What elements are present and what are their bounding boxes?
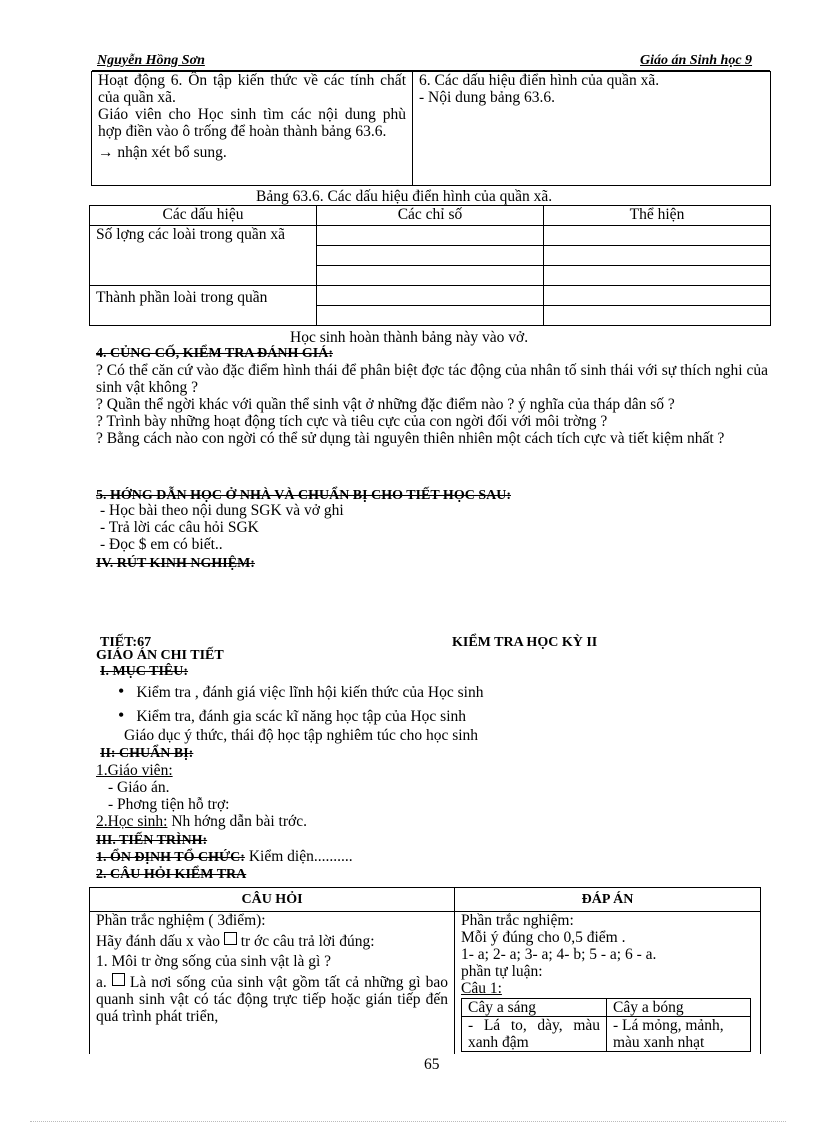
- th-sun-plant: Cây a sáng: [462, 999, 607, 1017]
- objective-extra: Giáo dục ý thức, thái độ học tập nghiêm túc cho học sinh: [124, 727, 479, 744]
- row-species-count: Số lợng các loài trong quần xã: [90, 226, 317, 286]
- quiz-title: 2. CÂU HỎI KIỂM TRA: [96, 867, 247, 882]
- objective-2-text: Kiểm tra, đánh gia scác kĩ năng học tập của Học sinh: [136, 708, 467, 725]
- q-instruction-a: Hãy đánh dấu x vào: [96, 933, 220, 950]
- header-subject: Giáo án Sinh học 9: [640, 53, 753, 68]
- a-keys: 1- a; 2- a; 3- a; 4- b; 5 - a; 6 - a.: [461, 946, 657, 963]
- question-3: ? Trình bày những hoạt động tích cực và tiêu cực của con ngời đối với môi trờng ?: [96, 413, 608, 430]
- org-text: Kiểm diện..........: [248, 848, 353, 865]
- exam-table-clip: [89, 887, 761, 1054]
- a-part: Phần trắc nghiệm:: [461, 912, 574, 929]
- question-4: ? Bằng cách nào con ngời có thể sử dụng tài nguyên thiên nhiên một cách tích cực và tiết kiệm nhất ?: [96, 430, 725, 447]
- prep-title: II: CHUẨN BỊ:: [100, 746, 194, 761]
- row-species-composition: Thành phần loài trong quần: [90, 286, 317, 326]
- page-bottom-border: [30, 1121, 786, 1122]
- process-title: III. TIẾN TRÌNH:: [96, 833, 208, 848]
- exam-questions-cell: [90, 912, 455, 1055]
- cell-empty: [317, 226, 544, 246]
- org-line: [96, 848, 353, 866]
- th-shade-plant: Cây a bóng: [607, 999, 751, 1017]
- section-5-title: 5. HỚNG DẪN HỌC Ở NHÀ VÀ CHUẨN BỊ CHO TIẾT HỌC SAU:: [96, 488, 511, 503]
- section-5-items: [100, 502, 344, 553]
- teacher-label: 1.Giáo viên:: [96, 762, 173, 779]
- cell-empty: [317, 286, 544, 306]
- section-4-title: 4. CỦNG CỐ, KIỂM TRA ĐÁNH GIÁ:: [96, 346, 333, 361]
- bullet-icon: •: [118, 705, 125, 725]
- table-63-6: [89, 205, 771, 326]
- exam-header-answers: ĐÁP ÁN: [455, 888, 761, 912]
- note: Học sinh hoàn thành bảng này vào vở.: [290, 329, 529, 346]
- checkbox-icon[interactable]: [112, 973, 125, 986]
- th-indices: Các chỉ số: [317, 206, 544, 226]
- homework-3: - Đọc $ em có biết..: [100, 536, 223, 553]
- cell-empty: [544, 306, 771, 326]
- lesson-subtitle: GIÁO ÁN CHI TIẾT: [96, 648, 224, 663]
- header-author: Nguyễn Hồng Sơn: [97, 53, 205, 68]
- activity-left-cell: [92, 72, 413, 186]
- exam-table: [89, 887, 761, 1054]
- q-instruction-b: tr ớc câu trả lời đúng:: [240, 933, 375, 950]
- homework-2: - Trả lời các câu hỏi SGK: [100, 519, 259, 536]
- q1a-label: a.: [96, 974, 107, 991]
- cell-empty: [317, 246, 544, 266]
- activity-left-2: Giáo viên cho Học sinh tìm các nội dung phù hợp điền vào ô trống để hoàn thành bảng 63.6.: [98, 106, 406, 140]
- checkbox-icon: [224, 932, 237, 945]
- cell-empty: [544, 246, 771, 266]
- exam-header-questions: CÂU HỎI: [90, 888, 455, 912]
- q1: 1. Môi tr ờng sống của sinh vật là gì ?: [96, 953, 332, 970]
- section-iv-title: IV. RÚT KINH NGHIỆM:: [96, 556, 255, 571]
- homework-1: - Học bài theo nội dung SGK và vở ghi: [100, 502, 344, 519]
- teacher-item-1: - Giáo án.: [108, 779, 170, 796]
- table-caption: Bảng 63.6. Các dấu hiệu điển hình của quần xã.: [256, 188, 553, 205]
- teacher-item-2: - Phơng tiện hỗ trợ:: [108, 796, 230, 813]
- q-instruction: [96, 932, 448, 950]
- th-shown: Thể hiện: [544, 206, 771, 226]
- q1a-text: Là nơi sống của sinh vật gồm tất cả những gì bao quanh sinh vật có tác động trực tiếp hoặc gián tiếp đến quá trình phát triển,: [96, 974, 449, 1025]
- student-label: 2.Học sinh:: [96, 813, 168, 830]
- a-score: Mỗi ý đúng cho 0,5 điểm .: [461, 929, 626, 946]
- activity-table: [91, 71, 771, 186]
- shade-plant-leaf: - Lá mỏng, mảnh, màu xanh nhạt: [607, 1017, 751, 1052]
- q1a: [96, 973, 448, 1025]
- cell-empty: [544, 266, 771, 286]
- activity-right-2: - Nội dung bảng 63.6.: [419, 89, 556, 106]
- th-signs: Các dấu hiệu: [90, 206, 317, 226]
- question-1: ? Có thể căn cứ vào đặc điểm hình thái để phân biệt đợc tác động của nhân tố sinh thái với sự thích nghi của sinh vật không ?: [96, 362, 768, 396]
- plants-table: [461, 998, 751, 1052]
- lesson-title: KIỂM TRA HỌC KỲ II: [452, 635, 598, 650]
- objective-1-text: Kiểm tra , đánh giá việc lĩnh hội kiến thức của Học sinh: [136, 684, 484, 701]
- cell-empty: [317, 266, 544, 286]
- student-text: Nh hớng dẫn bài trớc.: [171, 813, 307, 830]
- sun-plant-leaf: - Lá to, dày, màu xanh đậm: [462, 1017, 607, 1052]
- page-number: 65: [424, 1056, 440, 1073]
- student-line: [96, 813, 307, 830]
- exam-answers-cell: [455, 912, 761, 1055]
- objective-1: [118, 683, 483, 701]
- activity-right-cell: [413, 72, 771, 186]
- question-2: ? Quần thể ngời khác với quần thể sinh vật ở những đặc điểm nào ? ý nghĩa của tháp dân số ?: [96, 396, 675, 413]
- org-label: 1. ỔN ĐỊNH TỔ CHỨC:: [96, 850, 245, 865]
- a-cau1: Câu 1:: [461, 980, 502, 997]
- activity-left-3: → nhận xét bổ sung.: [98, 144, 227, 161]
- cell-empty: [317, 306, 544, 326]
- cell-empty: [544, 226, 771, 246]
- a-essay: phần tự luận:: [461, 963, 543, 980]
- q-part: Phần trắc nghiệm ( 3điểm):: [96, 912, 266, 929]
- bullet-icon: •: [118, 681, 125, 701]
- activity-left-1: Hoạt động 6. Ôn tập kiến thức về các tính chất của quần xã.: [98, 72, 406, 106]
- lesson-number: TIẾT:67: [100, 635, 152, 650]
- activity-right-1: 6. Các dấu hiệu điển hình của quần xã.: [419, 72, 660, 89]
- objective-2: [118, 707, 466, 725]
- cell-empty: [544, 286, 771, 306]
- objectives-title: I. MỤC TIÊU:: [100, 664, 189, 679]
- section-4-questions: [96, 362, 768, 447]
